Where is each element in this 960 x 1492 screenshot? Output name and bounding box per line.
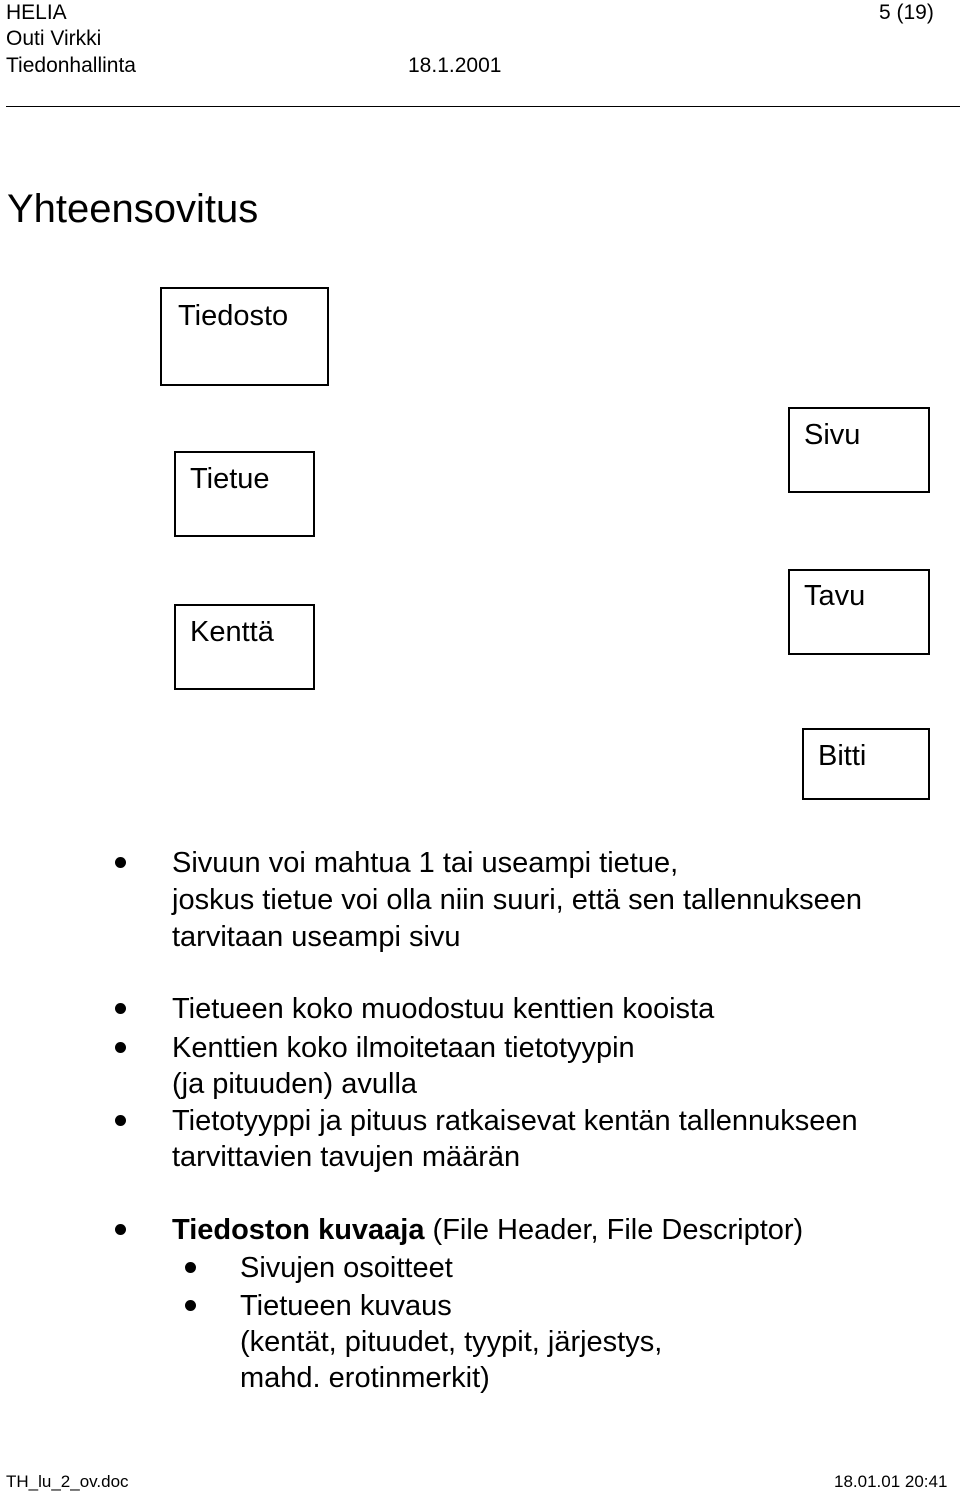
footer-timestamp: 18.01.01 20:41 bbox=[834, 1472, 948, 1491]
header-course: Tiedonhallinta bbox=[6, 54, 136, 77]
box-tiedosto bbox=[160, 287, 329, 386]
bullet-5-rest: (File Header, File Descriptor) bbox=[424, 1214, 804, 1246]
bullet-2-line-1: Tietueen koko muodostuu kenttien kooista bbox=[172, 993, 715, 1025]
bullet-dot bbox=[115, 1042, 126, 1053]
page-title: Yhteensovitus bbox=[7, 187, 259, 231]
sub-bullet-2-line-1: Tietueen kuvaus bbox=[240, 1290, 452, 1322]
header-date: 18.1.2001 bbox=[408, 54, 502, 77]
box-sivu-label: Sivu bbox=[804, 419, 861, 451]
box-kentta bbox=[174, 604, 315, 690]
box-tavu-label: Tavu bbox=[804, 580, 866, 612]
bullet-3-line-1: Kenttien koko ilmoitetaan tietotyypin bbox=[172, 1032, 635, 1064]
bullet-dot bbox=[185, 1300, 196, 1311]
sub-bullet-2-line-2: (kentät, pituudet, tyypit, järjestys, bbox=[240, 1326, 663, 1358]
header-rule bbox=[6, 106, 960, 107]
sub-bullet-1-line-1: Sivujen osoitteet bbox=[240, 1252, 453, 1284]
bullet-1-line-1: Sivuun voi mahtua 1 tai useampi tietue, bbox=[172, 847, 679, 879]
box-sivu bbox=[788, 407, 930, 493]
sub-bullet-2-line-3: mahd. erotinmerkit) bbox=[240, 1362, 490, 1394]
bullet-dot bbox=[115, 857, 126, 868]
bullet-3-line-2: (ja pituuden) avulla bbox=[172, 1068, 418, 1100]
bullet-dot bbox=[115, 1224, 126, 1235]
footer-filename: TH_lu_2_ov.doc bbox=[6, 1472, 129, 1491]
bullet-5-line-1 bbox=[172, 1213, 803, 1248]
box-tavu bbox=[788, 569, 930, 655]
bullet-1-line-3: tarvitaan useampi sivu bbox=[172, 921, 461, 953]
bullet-5-bold-term: Tiedoston kuvaaja bbox=[172, 1214, 425, 1246]
box-tietue-label: Tietue bbox=[190, 463, 270, 495]
bullet-4-line-2: tarvittavien tavujen määrän bbox=[172, 1141, 521, 1173]
bullet-dot bbox=[185, 1262, 196, 1273]
box-kentta-label: Kenttä bbox=[190, 616, 274, 648]
header-page-number: 5 (19) bbox=[879, 1, 934, 24]
bullet-1-line-2: joskus tietue voi olla niin suuri, että sen tallennukseen bbox=[172, 884, 862, 916]
box-tietue bbox=[174, 451, 315, 537]
bullet-dot bbox=[115, 1115, 126, 1126]
box-tiedosto-label: Tiedosto bbox=[178, 300, 289, 332]
box-bitti-label: Bitti bbox=[818, 740, 867, 772]
header-author: Outi Virkki bbox=[6, 27, 102, 50]
box-bitti bbox=[802, 728, 930, 800]
bullet-4-line-1: Tietotyyppi ja pituus ratkaisevat kentän tallennukseen bbox=[172, 1105, 858, 1137]
bullet-dot bbox=[115, 1003, 126, 1014]
header-org: HELIA bbox=[6, 1, 67, 24]
